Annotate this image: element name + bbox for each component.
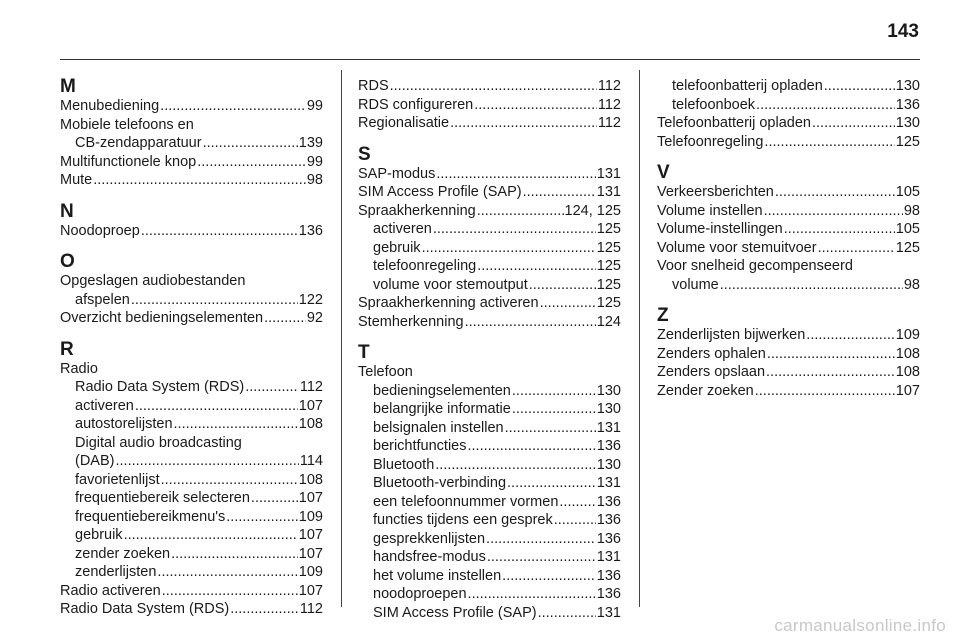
index-entry-page: 112 <box>299 379 323 395</box>
index-group-heading: Radio <box>60 360 98 377</box>
index-entry-page: 125 <box>895 239 920 256</box>
index-entry-term: RDS <box>358 78 389 94</box>
index-entry-page: 131 <box>596 419 621 436</box>
index-entry[interactable] <box>657 183 920 202</box>
index-entry[interactable] <box>358 77 621 96</box>
index-entry-term: Mute <box>60 172 93 188</box>
index-entry-page: 130 <box>895 115 920 131</box>
index-letter-heading: S <box>358 143 371 165</box>
index-entry-page: 122 <box>298 291 323 308</box>
index-entry[interactable] <box>358 114 621 133</box>
index-entry[interactable] <box>358 220 621 239</box>
dot-leader <box>124 526 298 545</box>
dot-leader <box>559 493 595 512</box>
index-entry[interactable] <box>657 133 920 152</box>
dot-leader <box>512 382 596 401</box>
index-column-3 <box>657 77 920 400</box>
index-entry[interactable] <box>358 567 621 586</box>
index-entry-term: Regionalisatie <box>358 115 450 131</box>
index-entry[interactable] <box>60 171 323 190</box>
index-entry[interactable] <box>358 165 621 184</box>
index-entry[interactable] <box>60 222 323 241</box>
index-entry-page: 107 <box>298 545 323 562</box>
index-letter-heading: V <box>657 162 670 183</box>
page-number: 143 <box>887 21 919 42</box>
index-entry-page: 136 <box>596 512 621 528</box>
index-entry[interactable] <box>60 309 323 328</box>
index-entry-page: 108 <box>298 471 323 488</box>
index-entry-term: SAP-modus <box>358 165 436 182</box>
index-entry-term: het volume instellen <box>373 567 502 584</box>
dot-leader <box>203 134 298 153</box>
index-entry[interactable] <box>657 77 920 96</box>
index-entry-term: Volume-instellingen <box>657 221 783 237</box>
index-entry-term: gebruik <box>373 239 421 256</box>
index-entry-page: 125 <box>895 133 920 150</box>
dot-leader <box>422 239 596 258</box>
index-entry-term: (DAB) <box>75 453 115 469</box>
index-entry-term: frequentiebereik selecteren <box>75 490 250 506</box>
index-group-heading: Telefoon <box>358 364 413 380</box>
index-entry-term: autostorelijsten <box>75 416 173 432</box>
index-entry-term: een telefoonnummer vormen <box>373 493 559 510</box>
index-entry[interactable] <box>358 474 621 493</box>
index-entry[interactable] <box>657 220 920 239</box>
index-entry-page: 136 <box>895 96 920 113</box>
index-entry[interactable] <box>358 456 621 475</box>
index-entry[interactable] <box>358 530 621 549</box>
index-entry[interactable] <box>358 239 621 258</box>
index-entry[interactable] <box>657 239 920 258</box>
dot-leader <box>245 378 299 397</box>
dot-leader <box>507 474 596 493</box>
index-entry-term: gesprekkenlijsten <box>373 530 486 547</box>
index-entry-page: 125 <box>596 221 621 237</box>
index-entry[interactable] <box>358 183 621 202</box>
index-entry[interactable] <box>358 382 621 401</box>
index-group-heading: Voor snelheid gecompenseerd <box>657 258 853 274</box>
dot-leader <box>450 114 597 133</box>
dot-leader <box>540 294 596 313</box>
index-group-heading: Mobiele telefoons en <box>60 116 194 133</box>
dot-leader <box>93 171 306 190</box>
index-entry[interactable] <box>657 96 920 115</box>
index-entry-page: 98 <box>903 202 920 219</box>
index-entry-page: 125 <box>596 295 621 311</box>
index-entry-term: telefoonbatterij opladen <box>672 78 823 94</box>
index-letter-heading: N <box>60 200 74 222</box>
dot-leader <box>487 548 596 567</box>
dot-leader <box>226 508 298 527</box>
index-entry-term: Zenders ophalen <box>657 345 766 362</box>
index-entry[interactable] <box>60 452 323 471</box>
index-entry-term: SIM Access Profile (SAP) <box>358 184 522 200</box>
index-entry-page: 130 <box>895 78 920 94</box>
index-entry-page: 107 <box>298 490 323 506</box>
index-entry-term: activeren <box>75 397 134 414</box>
index-entry-page: 136 <box>596 438 621 454</box>
index-entry[interactable] <box>60 526 323 545</box>
index-entry[interactable] <box>60 582 323 601</box>
index-entry-page: 125 <box>596 258 621 274</box>
index-entry[interactable] <box>60 600 323 619</box>
index-entry-page: 105 <box>895 184 920 200</box>
index-entry-page: 107 <box>298 582 323 599</box>
index-entry-term: belsignalen instellen <box>373 419 504 436</box>
index-entry-term: telefoonboek <box>672 96 756 113</box>
index-entry-term: RDS configureren <box>358 96 474 113</box>
index-entry[interactable] <box>358 604 621 623</box>
dot-leader <box>477 257 596 276</box>
dot-leader <box>720 276 903 295</box>
index-entry-term: Noodoproep <box>60 222 140 239</box>
index-group-heading: Digital audio broadcasting <box>75 434 242 451</box>
dot-leader <box>390 77 597 96</box>
index-entry-term: bedieningselementen <box>373 382 511 399</box>
index-entry-term: Menubediening <box>60 98 160 114</box>
index-entry[interactable] <box>60 134 323 153</box>
dot-leader <box>502 567 596 586</box>
index-column-1 <box>60 77 323 619</box>
index-entry[interactable] <box>358 585 621 604</box>
dot-leader <box>174 415 298 434</box>
header-rule <box>60 59 920 60</box>
dot-leader <box>775 183 895 202</box>
dot-leader <box>115 452 298 471</box>
index-entry-page: 139 <box>298 135 323 151</box>
index-entry-term: Zenders opslaan <box>657 364 766 380</box>
index-entry-term: CB-zendapparatuur <box>75 135 202 151</box>
index-entry-term: noodoproepen <box>373 586 467 602</box>
dot-leader <box>766 363 895 382</box>
index-letter-heading: O <box>60 251 75 272</box>
index-entry-term: functies tijdens een gesprek <box>373 512 553 528</box>
index-entry-term: afspelen <box>75 291 130 308</box>
index-entry-page: 109 <box>298 508 323 525</box>
index-entry-term: Multifunctionele knop <box>60 153 197 170</box>
index-entry-term: Radio Data System (RDS) <box>75 379 245 395</box>
index-entry[interactable] <box>358 548 621 567</box>
index-entry-page: 112 <box>597 96 621 113</box>
index-entry[interactable] <box>358 511 621 530</box>
index-entry-page: 99 <box>306 98 323 114</box>
index-entry-page: 109 <box>895 327 920 343</box>
index-entry[interactable] <box>358 276 621 295</box>
index-entry-page: 112 <box>299 601 323 617</box>
dot-leader <box>812 114 895 133</box>
index-entry-term: Verkeersberichten <box>657 184 774 200</box>
index-entry-page: 136 <box>596 586 621 602</box>
index-entry-page: 98 <box>903 276 920 293</box>
dot-leader <box>435 456 596 475</box>
index-entry-page: 136 <box>596 567 621 584</box>
index-entry-term: Telefoonbatterij opladen <box>657 115 811 131</box>
index-entry-term: Radio Data System (RDS) <box>60 601 230 617</box>
index-entry-term: handsfree-modus <box>373 549 486 565</box>
index-entry-page: 124, 125 <box>564 202 621 219</box>
index-entry[interactable] <box>358 313 621 332</box>
index-entry-term: belangrijke informatie <box>373 401 511 417</box>
index-entry-page: 130 <box>596 456 621 473</box>
index-entry[interactable] <box>60 153 323 172</box>
index-entry-term: telefoonregeling <box>373 258 477 274</box>
index-entry-page: 130 <box>596 401 621 417</box>
index-entry-page: 136 <box>298 222 323 239</box>
index-entry-page: 105 <box>895 221 920 237</box>
index-entry-term: Stemherkenning <box>358 313 464 330</box>
index-entry-page: 98 <box>306 172 323 188</box>
index-entry-page: 108 <box>895 364 920 380</box>
index-entry-page: 108 <box>895 345 920 362</box>
dot-leader <box>433 220 596 239</box>
index-entry-page: 130 <box>596 382 621 399</box>
dot-leader <box>436 165 595 184</box>
index-entry-term: berichtfuncties <box>373 438 467 454</box>
index-entry[interactable] <box>358 257 621 276</box>
index-entry[interactable] <box>358 493 621 512</box>
watermark: carmanualsonline.info <box>774 616 946 635</box>
dot-leader <box>162 582 298 601</box>
column-divider <box>639 70 640 607</box>
index-entry[interactable] <box>358 419 621 438</box>
index-entry-page: 131 <box>596 475 621 491</box>
dot-leader <box>756 96 895 115</box>
dot-leader <box>230 600 299 619</box>
index-entry-page: 114 <box>299 453 323 469</box>
index-entry[interactable] <box>657 202 920 221</box>
dot-leader <box>806 326 895 345</box>
index-entry-page: 124 <box>596 313 621 330</box>
dot-leader <box>474 96 597 115</box>
dot-leader <box>160 97 306 116</box>
dot-leader <box>824 77 895 96</box>
index-entry-term: gebruik <box>75 527 123 543</box>
index-entry-page: 112 <box>597 78 621 94</box>
index-entry[interactable] <box>60 291 323 310</box>
index-entry-page: 131 <box>596 549 621 565</box>
index-letter-heading: R <box>60 338 74 360</box>
dot-leader <box>251 489 298 508</box>
dot-leader <box>468 437 596 456</box>
index-entry[interactable] <box>358 437 621 456</box>
index-entry-term: Bluetooth-verbinding <box>373 475 507 491</box>
index-entry[interactable] <box>358 96 621 115</box>
index-entry[interactable] <box>657 276 920 295</box>
index-entry-term: Bluetooth <box>373 456 435 473</box>
index-entry-term: Zenderlijsten bijwerken <box>657 327 806 343</box>
index-entry[interactable] <box>60 397 323 416</box>
dot-leader <box>764 133 894 152</box>
dot-leader <box>131 291 298 310</box>
index-entry[interactable] <box>60 508 323 527</box>
index-entry[interactable] <box>358 400 621 419</box>
dot-leader <box>538 604 596 623</box>
dot-leader <box>818 239 895 258</box>
index-entry-term: Zender zoeken <box>657 382 754 399</box>
index-entry[interactable] <box>60 563 323 582</box>
index-entry-term: Spraakherkenning activeren <box>358 295 539 311</box>
index-entry[interactable] <box>60 489 323 508</box>
index-entry[interactable] <box>657 114 920 133</box>
dot-leader <box>465 313 596 332</box>
index-entry-term: activeren <box>373 221 432 237</box>
dot-leader <box>161 471 298 490</box>
dot-leader <box>141 222 298 241</box>
index-entry[interactable] <box>60 471 323 490</box>
index-entry-page: 107 <box>298 527 323 543</box>
dot-leader <box>505 419 596 438</box>
dot-leader <box>512 400 596 419</box>
index-entry[interactable] <box>60 415 323 434</box>
index-entry[interactable] <box>657 345 920 364</box>
dot-leader <box>767 345 895 364</box>
index-entry-term: Spraakherkenning <box>358 202 476 219</box>
index-entry[interactable] <box>657 382 920 401</box>
dot-leader <box>477 202 564 221</box>
index-entry-term: zender zoeken <box>75 545 171 562</box>
index-entry-term: Overzicht bedieningselementen <box>60 310 264 326</box>
index-entry-page: 131 <box>596 165 621 182</box>
dot-leader <box>264 309 306 328</box>
index-entry-page: 109 <box>298 564 323 580</box>
index-entry-term: Volume instellen <box>657 202 763 219</box>
index-entry-page: 107 <box>298 397 323 414</box>
index-entry-page: 136 <box>596 530 621 547</box>
dot-leader <box>764 202 903 221</box>
index-entry-page: 112 <box>597 115 621 131</box>
index-entry[interactable] <box>657 326 920 345</box>
index-entry-term: zenderlijsten <box>75 564 157 580</box>
index-entry-term: frequentiebereikmenu's <box>75 508 226 525</box>
index-entry-term: Volume voor stemuitvoer <box>657 239 817 256</box>
index-entry-page: 92 <box>306 310 323 326</box>
dot-leader <box>755 382 895 401</box>
index-entry[interactable] <box>358 202 621 221</box>
dot-leader <box>523 183 596 202</box>
index-entry-term: volume voor stemoutput <box>373 276 528 293</box>
index-column-2 <box>358 77 621 622</box>
dot-leader <box>529 276 596 295</box>
index-entry-page: 107 <box>895 382 920 399</box>
index-entry[interactable] <box>60 97 323 116</box>
index-group-heading: Opgeslagen audiobestanden <box>60 273 246 289</box>
index-letter-heading: Z <box>657 305 669 326</box>
index-letter-heading: T <box>358 342 370 363</box>
index-entry-page: 131 <box>596 184 621 200</box>
index-entry[interactable] <box>60 545 323 564</box>
index-entry[interactable] <box>60 378 323 397</box>
index-entry-page: 131 <box>596 604 621 621</box>
dot-leader <box>171 545 298 564</box>
dot-leader <box>157 563 297 582</box>
dot-leader <box>486 530 596 549</box>
index-letter-heading: M <box>60 76 76 97</box>
index-entry[interactable] <box>657 363 920 382</box>
index-entry-term: Radio activeren <box>60 582 161 599</box>
index-entry-term: SIM Access Profile (SAP) <box>373 604 537 621</box>
index-entry-page: 125 <box>596 239 621 256</box>
dot-leader <box>554 511 596 530</box>
dot-leader <box>468 585 596 604</box>
index-entry-term: favorietenlijst <box>75 471 160 488</box>
column-divider <box>341 70 342 607</box>
dot-leader <box>197 153 306 172</box>
dot-leader <box>784 220 895 239</box>
index-entry-term: Telefoonregeling <box>657 133 764 150</box>
index-entry-page: 136 <box>596 493 621 510</box>
index-entry-page: 108 <box>298 416 323 432</box>
index-entry-page: 125 <box>596 276 621 293</box>
dot-leader <box>135 397 298 416</box>
index-entry-term: volume <box>672 276 719 293</box>
index-entry-page: 99 <box>306 153 323 170</box>
index-entry[interactable] <box>358 294 621 313</box>
